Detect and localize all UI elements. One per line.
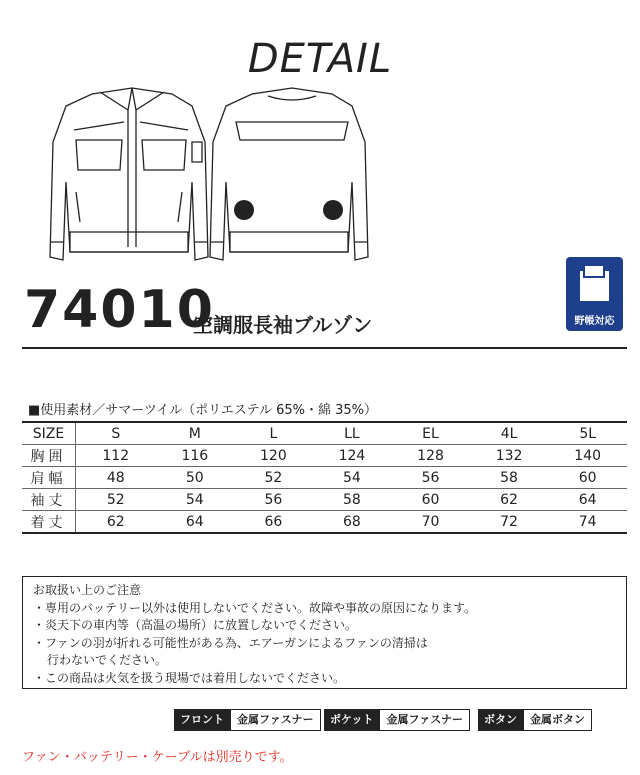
table-cell: 52	[76, 489, 156, 511]
table-cell: 64	[548, 489, 627, 511]
table-cell: 70	[391, 511, 470, 534]
table-row	[22, 467, 627, 489]
care-notice-box	[22, 576, 627, 689]
footer-note: ファン・バッテリー・ケーブルは別売りです。	[22, 750, 293, 765]
table-cell: 140	[548, 445, 627, 467]
table-cell: 56	[391, 467, 470, 489]
size-header-row	[22, 422, 627, 445]
size-header-cell: 5L	[548, 422, 627, 445]
spec-value: 金属ファスナー	[379, 709, 470, 731]
table-cell: 74	[548, 511, 627, 534]
table-cell: 124	[313, 445, 392, 467]
spec-front	[174, 709, 321, 731]
table-cell: 48	[76, 467, 156, 489]
notice-line: 行わないでください。	[47, 653, 168, 667]
spec-key: ボタン	[478, 709, 523, 731]
spec-key: フロント	[174, 709, 230, 731]
size-header-cell: 4L	[470, 422, 549, 445]
table-cell: 54	[313, 467, 392, 489]
table-cell: 68	[313, 511, 392, 534]
table-row	[22, 489, 627, 511]
product-code: 74010	[24, 280, 215, 340]
size-header-cell: S	[76, 422, 156, 445]
table-cell: 60	[548, 467, 627, 489]
size-header-cell: M	[156, 422, 235, 445]
spec-button	[478, 709, 592, 731]
table-cell: 62	[470, 489, 549, 511]
spec-pocket	[324, 709, 470, 731]
notice-title: お取扱い上のご注意	[33, 583, 142, 597]
page-title: DETAIL	[247, 36, 393, 82]
table-row	[22, 511, 627, 534]
notice-line: ・炎天下の車内等（高温の場所）に放置しないでください。	[33, 618, 358, 632]
table-cell: 60	[391, 489, 470, 511]
table-cell: 58	[313, 489, 392, 511]
spec-key: ポケット	[324, 709, 379, 731]
table-cell: 54	[156, 489, 235, 511]
table-cell: 116	[156, 445, 235, 467]
size-header-cell: L	[234, 422, 313, 445]
size-header-cell: EL	[391, 422, 470, 445]
table-cell: 66	[234, 511, 313, 534]
divider	[22, 347, 627, 349]
row-label: 着丈	[22, 511, 76, 534]
spec-value: 金属ボタン	[523, 709, 592, 731]
notice-line: ・この商品は火気を扱う現場では着用しないでください。	[33, 670, 346, 685]
material-info: ■使用素材／サマーツイル（ポリエステル 65%・綿 35%）	[28, 403, 377, 418]
table-cell: 64	[156, 511, 235, 534]
size-header-cell: SIZE	[22, 422, 76, 445]
table-cell: 56	[234, 489, 313, 511]
badge-label: 野帳対応	[574, 316, 615, 327]
notice-line: ・専用のバッテリー以外は使用しないでください。故障や事故の原因になります。	[33, 600, 477, 615]
table-cell: 120	[234, 445, 313, 467]
table-cell: 112	[76, 445, 156, 467]
table-cell: 50	[156, 467, 235, 489]
table-cell: 128	[391, 445, 470, 467]
table-cell: 52	[234, 467, 313, 489]
jacket-illustration	[30, 82, 370, 277]
size-header-cell: LL	[313, 422, 392, 445]
size-table	[22, 421, 627, 534]
notebook-badge	[566, 257, 623, 331]
table-cell: 62	[76, 511, 156, 534]
row-label: 袖丈	[22, 489, 76, 511]
notebook-pocket-icon	[566, 257, 623, 307]
table-cell: 58	[470, 467, 549, 489]
product-name: 空調服長袖ブルゾン	[193, 313, 373, 337]
table-cell: 132	[470, 445, 549, 467]
notice-line: ・ファンの羽が折れる可能性がある為、エアーガンによるファンの清掃は	[33, 635, 428, 650]
table-cell: 72	[470, 511, 549, 534]
row-label: 胸囲	[22, 445, 76, 467]
spec-value: 金属ファスナー	[230, 709, 321, 731]
table-row	[22, 445, 627, 467]
row-label: 肩幅	[22, 467, 76, 489]
